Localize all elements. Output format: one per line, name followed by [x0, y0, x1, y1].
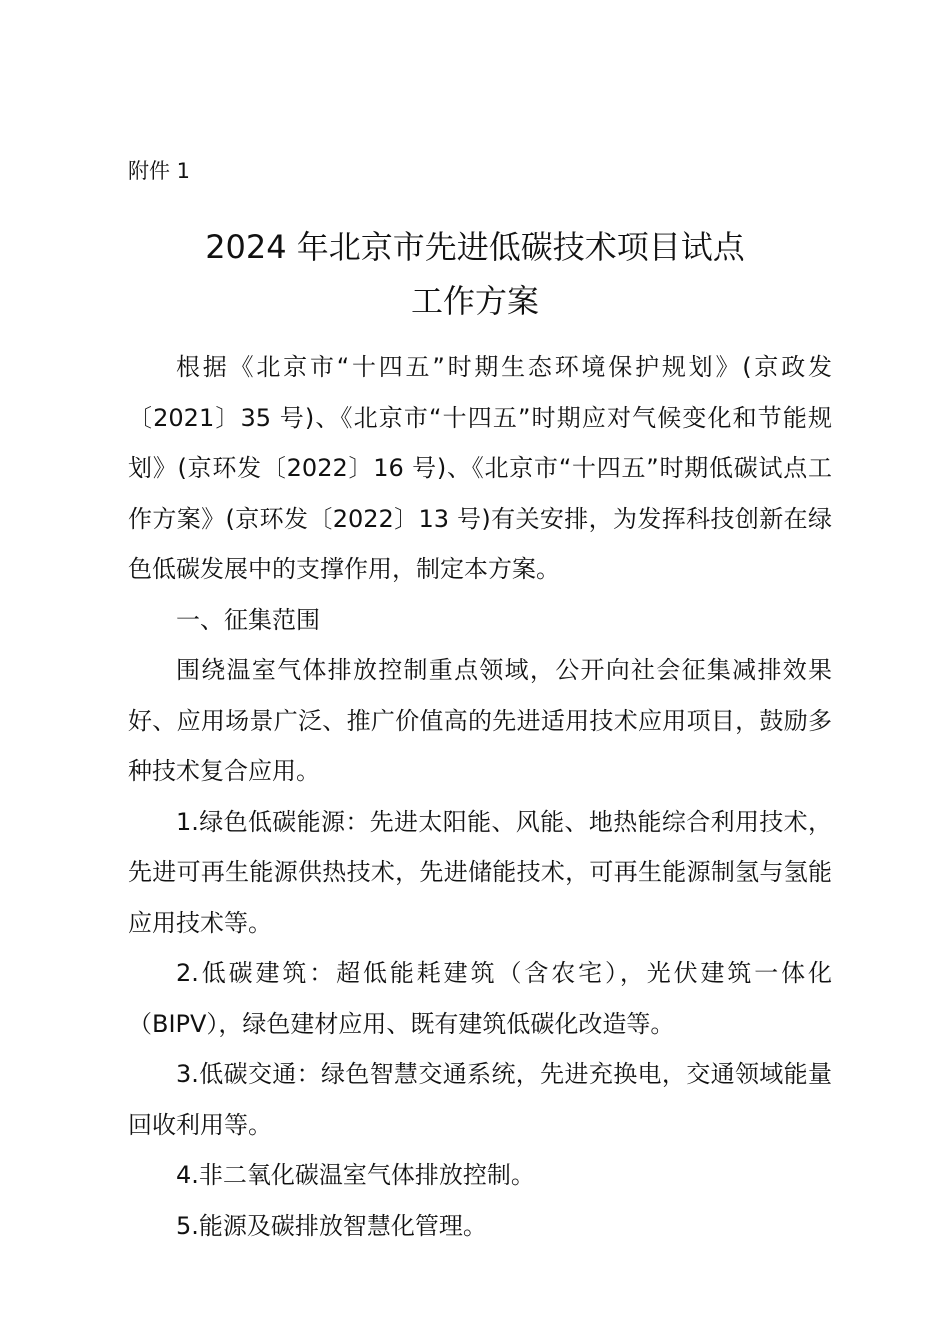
section-heading-scope: 一、征集范围	[176, 605, 320, 634]
title-line-1: 2024 年北京市先进低碳技术项目试点	[205, 228, 745, 266]
title-line-2: 工作方案	[410, 282, 539, 320]
list-item-buildings: 2.低碳建筑：超低能耗建筑（含农宅），光伏建筑一体化（BIPV），绿色建材应用、既有建筑低碳化改造等。	[128, 959, 832, 1038]
scope-paragraph: 围绕温室气体排放控制重点领域，公开向社会征集减排效果好、应用场景广泛、推广价值高的先进适用技术应用项目，鼓励多种技术复合应用。	[128, 656, 832, 785]
document-body	[128, 342, 832, 1251]
intro-paragraph: 根据《北京市“十四五”时期生态环境保护规划》(京政发〔2021〕35 号)、《北京市“十四五”时期应对气候变化和节能规划》(京环发〔2022〕16 号)、《北京市“十四五”时期低碳试点工作方案》(京环发〔2022〕13 号)有关安排，为发挥科技创新在绿色低碳发展中的支撑作用，制定本方案。	[128, 353, 832, 583]
list-item-energy: 1.绿色低碳能源：先进太阳能、风能、地热能综合利用技术，先进可再生能源供热技术，先进储能技术，可再生能源制氢与氢能应用技术等。	[128, 807, 832, 937]
attachment-label: 附件 1	[128, 159, 191, 183]
list-item-transport: 3.低碳交通：绿色智慧交通系统，先进充换电，交通领域能量回收利用等。	[128, 1060, 832, 1139]
list-item-non-co2: 4.非二氧化碳温室气体排放控制。	[176, 1161, 535, 1189]
document-title	[0, 220, 950, 328]
list-item-smart-management: 5.能源及碳排放智慧化管理。	[176, 1211, 487, 1240]
